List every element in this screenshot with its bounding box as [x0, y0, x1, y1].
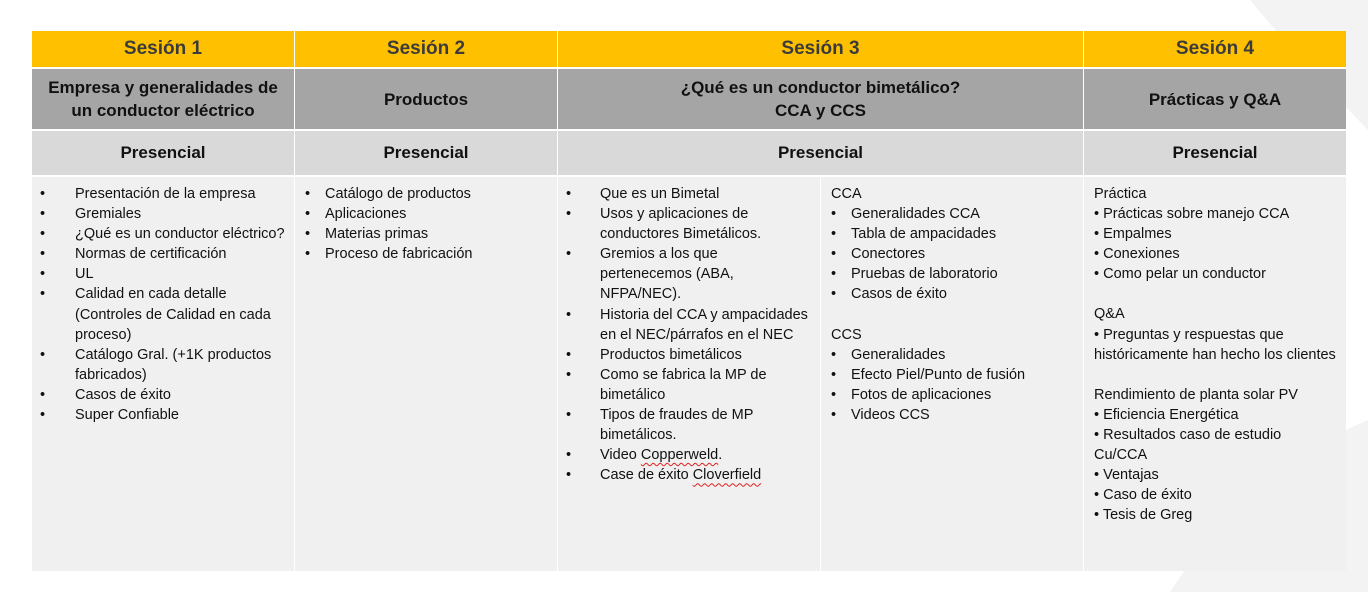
- list-item: • Casos de éxito: [831, 284, 1075, 304]
- session-2-title: Productos: [295, 69, 557, 129]
- session-2-modality: Presencial: [295, 131, 557, 175]
- session-2-topic-list: [303, 184, 549, 264]
- qa-title: Q&A: [1094, 306, 1125, 323]
- session-2-topics: [295, 177, 557, 571]
- session-3-topics-left: [558, 177, 820, 571]
- list-item: • Videos CCS: [831, 405, 1075, 425]
- session-1-topic-list: [40, 184, 286, 425]
- ccs-title: CCS: [831, 326, 862, 343]
- session-3-modality: Presencial: [558, 131, 1083, 175]
- list-item: • Proceso de fabricación: [303, 244, 549, 264]
- list-item: • Ventajas: [1094, 467, 1159, 484]
- list-item: • Catálogo Gral. (+1K productos fabricados): [40, 345, 286, 385]
- list-item: • Gremios a los que pertenecemos (ABA, NFPA/NEC).: [566, 244, 812, 304]
- list-item: • UL: [40, 264, 286, 284]
- session-3-topics-right: [821, 177, 1083, 571]
- list-item: • Materias primas: [303, 224, 549, 244]
- list-item: • Como se fabrica la MP de bimetálico: [566, 365, 812, 405]
- session-1-topics: [32, 177, 294, 571]
- list-item: • Normas de certificación: [40, 244, 286, 264]
- list-item: • Resultados caso de estudio Cu/CCA: [1094, 426, 1282, 464]
- list-item: • Como pelar un conductor: [1094, 266, 1266, 283]
- list-item: • Casos de éxito: [40, 385, 286, 405]
- list-item: • Que es un Bimetal: [566, 184, 812, 204]
- session-1-modality: Presencial: [32, 131, 294, 175]
- session-4-topics: [1084, 177, 1346, 571]
- list-item: • Productos bimetálicos: [566, 345, 812, 365]
- list-item: • Caso de éxito: [1094, 487, 1192, 504]
- list-item: • Calidad en cada detalle (Controles de Calidad en cada proceso): [40, 284, 286, 344]
- list-item: • Generalidades CCA: [831, 204, 1075, 224]
- list-item: • Tesis de Greg: [1094, 507, 1193, 524]
- list-item: • Eficiencia Energética: [1094, 406, 1239, 423]
- list-item: • Case de éxito Cloverfield: [566, 465, 812, 485]
- list-item: • Conexiones: [1094, 246, 1180, 263]
- list-item: • Super Confiable: [40, 405, 286, 425]
- list-item: • Tipos de fraudes de MP bimetálicos.: [566, 405, 812, 445]
- ccs-list: [831, 345, 1075, 425]
- list-item: • Empalmes: [1094, 226, 1172, 243]
- list-item: • Generalidades: [831, 345, 1075, 365]
- practica-title: Práctica: [1094, 186, 1147, 202]
- session-1-title: Empresa y generalidades de un conductor eléctrico: [32, 69, 294, 129]
- list-item: • ¿Qué es un conductor eléctrico?: [40, 224, 286, 244]
- list-item: • Aplicaciones: [303, 204, 549, 224]
- session-4-modality: Presencial: [1084, 131, 1346, 175]
- session-2-header: Sesión 2: [295, 31, 557, 67]
- rendimiento-title: Rendimiento de planta solar PV: [1094, 386, 1298, 403]
- list-item: • Presentación de la empresa: [40, 184, 286, 204]
- session-3-topic-list: [566, 184, 812, 485]
- list-item: • Historia del CCA y ampacidades en el NEC/párrafos en el NEC: [566, 305, 812, 345]
- session-3-header: Sesión 3: [558, 31, 1083, 67]
- sessions-table: [32, 31, 1346, 571]
- spellcheck-word: Copperweld: [640, 447, 719, 464]
- session-4-header: Sesión 4: [1084, 31, 1346, 67]
- list-item: • Conectores: [831, 244, 1075, 264]
- list-item: • Tabla de ampacidades: [831, 224, 1075, 244]
- list-item: • Efecto Piel/Punto de fusión: [831, 365, 1075, 385]
- list-item: • Gremiales: [40, 204, 286, 224]
- list-item: • Pruebas de laboratorio: [831, 264, 1075, 284]
- session-4-title: Prácticas y Q&A: [1084, 69, 1346, 129]
- list-item: • Catálogo de productos: [303, 184, 549, 204]
- list-item: • Fotos de aplicaciones: [831, 385, 1075, 405]
- cca-title: CCA: [831, 186, 862, 202]
- cca-list: [831, 204, 1075, 304]
- list-item: • Video Copperweld.: [566, 445, 812, 465]
- list-item: • Prácticas sobre manejo CCA: [1094, 206, 1290, 223]
- spellcheck-word: Cloverfield: [692, 467, 762, 484]
- list-item: • Preguntas y respuestas que históricamente han hecho los clientes: [1094, 326, 1336, 363]
- list-item: • Usos y aplicaciones de conductores Bimetálicos.: [566, 204, 812, 244]
- session-1-header: Sesión 1: [32, 31, 294, 67]
- session-3-title: ¿Qué es un conductor bimetálico? CCA y CCS: [558, 69, 1083, 129]
